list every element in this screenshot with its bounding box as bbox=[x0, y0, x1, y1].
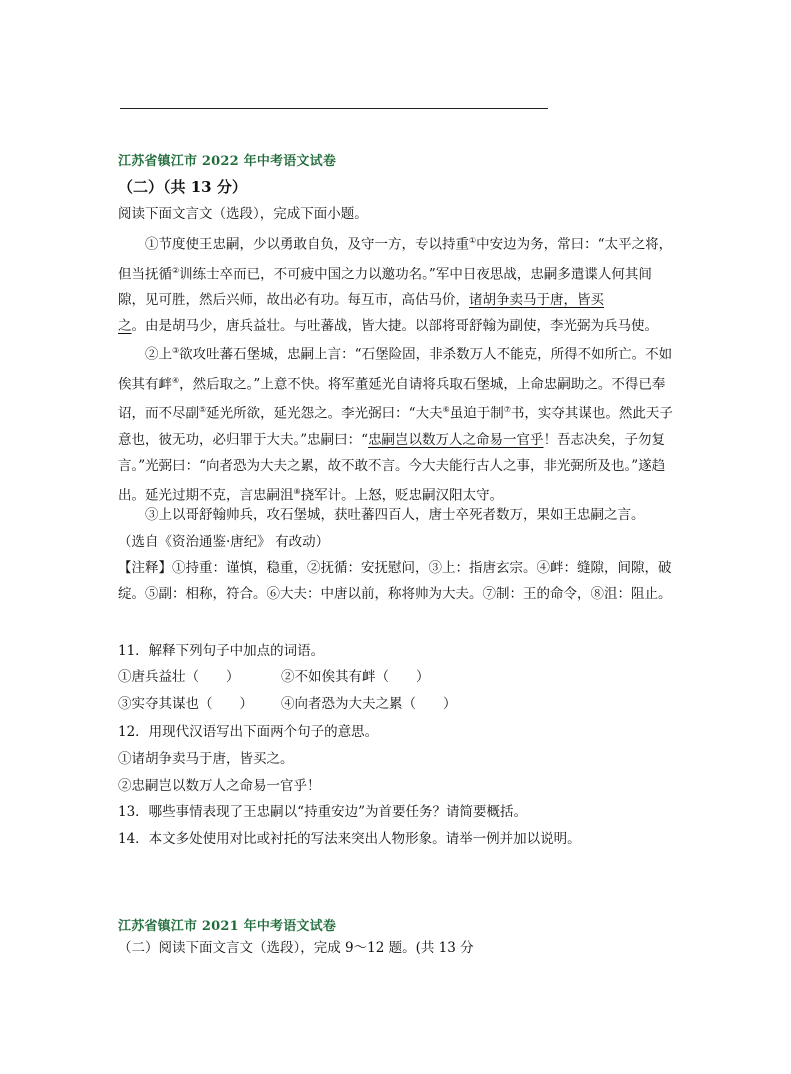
q11-item-3: ③实夺其谋也（ ） bbox=[118, 696, 253, 712]
underlined-sentence-1: 诸胡争卖马于唐，皆买 之 bbox=[118, 292, 604, 334]
section-heading: （二）（共 13 分） bbox=[118, 178, 247, 196]
underlined-sentence-2: 忠嗣岂以数万人之命易一官乎 bbox=[368, 431, 544, 448]
question-11: 11．解释下列句子中加点的词语。 bbox=[118, 643, 325, 659]
passage-paragraph-1: ①节度使王忠嗣，少以勇敢自负，及守一方，专以持重①中安边为务，常曰：“太平之将，但当抚循②训练士卒而已，不可疲中国之力以邀功名。”军中日夜思战，忠嗣多遣谍人何其间隙，见可胜，然后兴师，故出必有功。每互市，高估马价，诸胡争卖马于唐，皆买 之。由是胡马少，唐兵益壮。与吐蕃战，皆大捷。以部将哥舒翰为副使，李光弼为兵马使。 bbox=[118, 236, 673, 334]
exam-title-2021: 江苏省镇江市 2021 年中考语文试卷 bbox=[118, 919, 337, 934]
q11-item-1: ①唐兵益壮（ ） bbox=[118, 669, 240, 685]
question-12: 12．用现代汉语写出下面两个句子的意思。 bbox=[118, 724, 379, 740]
source-citation: （选自《资治通鉴·唐纪》 有改动） bbox=[118, 534, 330, 550]
section-heading-2021: （二）阅读下面文言文（选段），完成 9～12 题。(共 13 分 bbox=[118, 940, 474, 956]
q11-item-4: ④向者恐为大夫之累（ ） bbox=[281, 696, 457, 712]
question-13: 13．哪些事情表现了王忠嗣以“持重安边”为首要任务？请简要概括。 bbox=[118, 804, 527, 820]
q12-item-1: ①诸胡争卖马于唐，皆买之。 bbox=[118, 751, 294, 767]
exam-title-2022: 江苏省镇江市 2022 年中考语文试卷 bbox=[118, 154, 337, 169]
q12-item-2: ②忠嗣岂以数万人之命易一官乎！ bbox=[118, 778, 321, 794]
instruction-text: 阅读下面文言文（选段），完成下面小题。 bbox=[118, 206, 368, 222]
passage-paragraph-2: ②上③欲攻吐蕃石堡城，忠嗣上言：“石堡险固，非杀数万人不能克，所得不如所亡。不如俟其有衅④，然后取之。”上意不快。将军董延光自请将兵取石堡城，上命忠嗣助之。不得已奉诏，而不尽副⑤延光所欲，延光怨之。李光弼曰：“大夫⑥虽迫于制⑦书，实夺其谋也。然此天子意也，彼无功，必归罪于大夫。”忠嗣曰：“忠嗣岂以数万人之命易一官乎！吾志决矣，子勿复言。”光弼曰：“向者恐为大夫之累，故不敢不言。今大夫能行古人之事，非光弼所及也。”遂趋出。延光过期不克，言忠嗣沮⑧挠军计。上怒，贬忠嗣汉阳太守。 bbox=[118, 346, 673, 503]
annotation-notes: 【注释】①持重：谨慎，稳重，②抚循：安抚慰问，③上：指唐玄宗。④衅：缝隙，间隙，破绽。⑤副：相称，符合。⑥大夫：中唐以前，称将帅为大夫。⑦制：王的命令，⑧沮：阻止。 bbox=[118, 560, 672, 602]
q11-item-2: ②不如俟其有衅（ ） bbox=[281, 669, 430, 685]
passage-paragraph-3: ③上以哥舒翰帅兵，攻石堡城，获吐蕃四百人，唐士卒死者数万，果如王忠嗣之言。 bbox=[145, 507, 645, 523]
header-rule bbox=[120, 108, 548, 109]
question-14: 14．本文多处使用对比或衬托的写法来突出人物形象。请举一例并加以说明。 bbox=[118, 831, 581, 847]
